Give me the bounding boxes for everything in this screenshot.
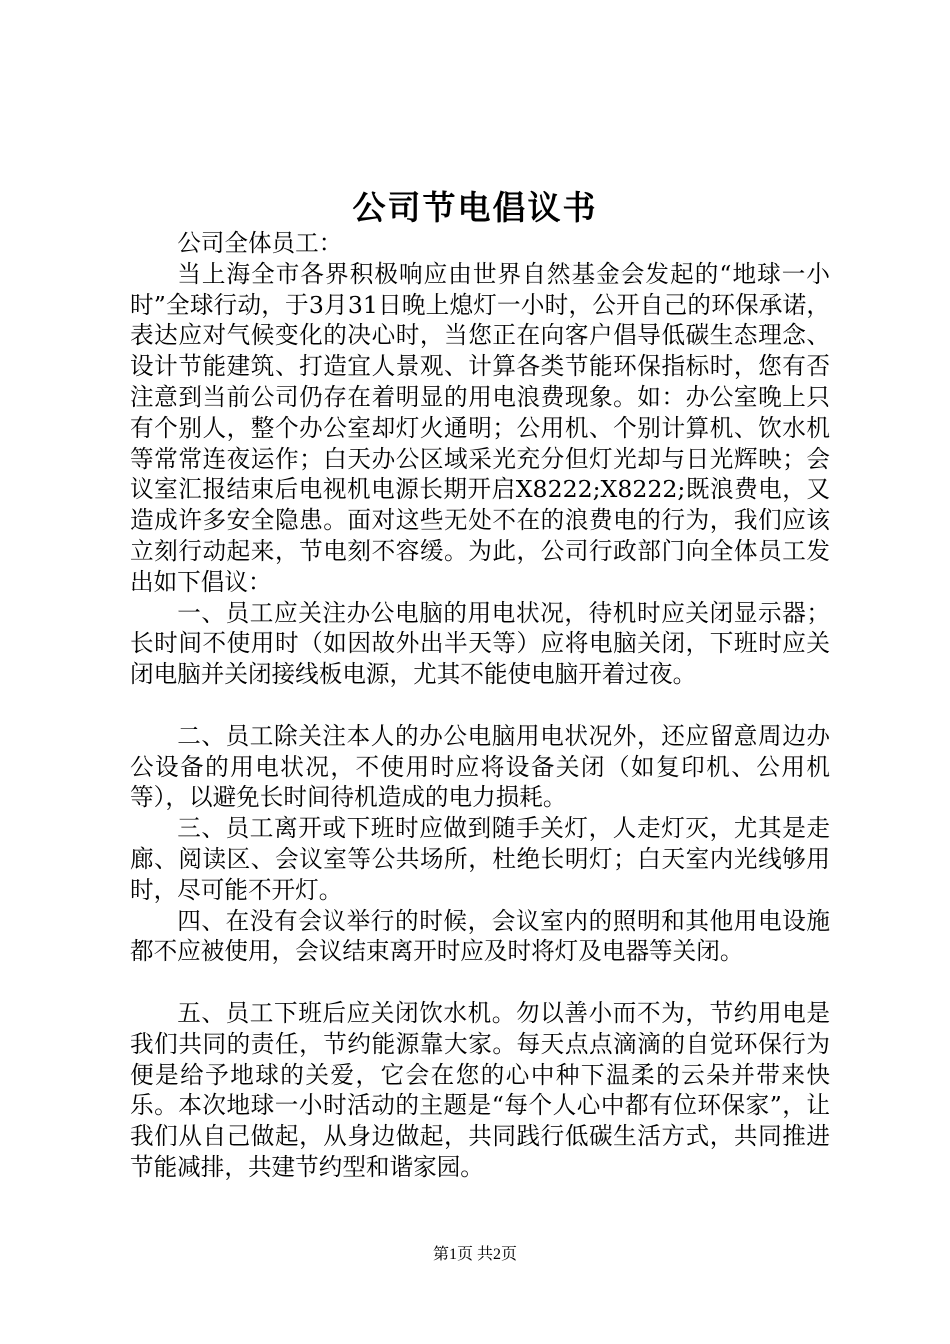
proposal-item-1: 一、员工应关注办公电脑的用电状况，待机时应关闭显示器；长时间不使用时（如因故外出半天等）应将电脑关闭，下班时应关闭电脑并关闭接线板电源，尤其不能使电脑开着过夜。 (130, 598, 830, 689)
proposal-item-2: 二、员工除关注本人的办公电脑用电状况外，还应留意周边办公设备的用电状况，不使用时应将设备关闭（如复印机、公用机等），以避免长时间待机造成的电力损耗。 (130, 721, 830, 812)
document-body (130, 228, 830, 1183)
page-footer: 第1页 共2页 (432, 1246, 517, 1263)
proposal-item-4: 四、在没有会议举行的时候，会议室内的照明和其他用电设施都不应被使用，会议结束离开时应及时将灯及电器等关闭。 (130, 906, 830, 966)
intro-paragraph: 当上海全市各界积极响应由世界自然基金会发起的“地球一小时”全球行动，于3月31日晚上熄灯一小时，公开自己的环保承诺，表达应对气候变化的决心时，当您正在向客户倡导低碳生态理念、设计节能建筑、打造宜人景观、计算各类节能环保指标时，您有否注意到当前公司仍存在着明显的用电浪费现象。如：办公室晚上只有个别人，整个办公室却灯火通明；公用机、个别计算机、饮水机等常常连夜运作；白天办公区域采光充分但灯光却与日光辉映；会议室汇报结束后电视机电源长期开启X8222;X8222;既浪费电，又造成许多安全隐患。面对这些无处不在的浪费电的行为，我们应该立刻行动起来，节电刻不容缓。为此，公司行政部门向全体员工发出如下倡议： (130, 259, 830, 596)
proposal-item-5: 五、员工下班后应关闭饮水机。勿以善小而不为，节约用电是我们共同的责任，节约能源靠大家。每天点点滴滴的自觉环保行为便是给予地球的关爱，它会在您的心中种下温柔的云朵并带来快乐。本次地球一小时活动的主题是“每个人心中都有位环保家”，让我们从自己做起，从身边做起，共同践行低碳生活方式，共同推进节能减排，共建节约型和谐家园。 (130, 998, 830, 1181)
proposal-item-3: 三、员工离开或下班时应做到随手关灯，人走灯灭，尤其是走廊、阅读区、会议室等公共场所，杜绝长明灯；白天室内光线够用时，尽可能不开灯。 (130, 814, 830, 904)
document-title: 公司节电倡议书 (352, 188, 598, 227)
salutation: 公司全体员工： (177, 229, 343, 257)
